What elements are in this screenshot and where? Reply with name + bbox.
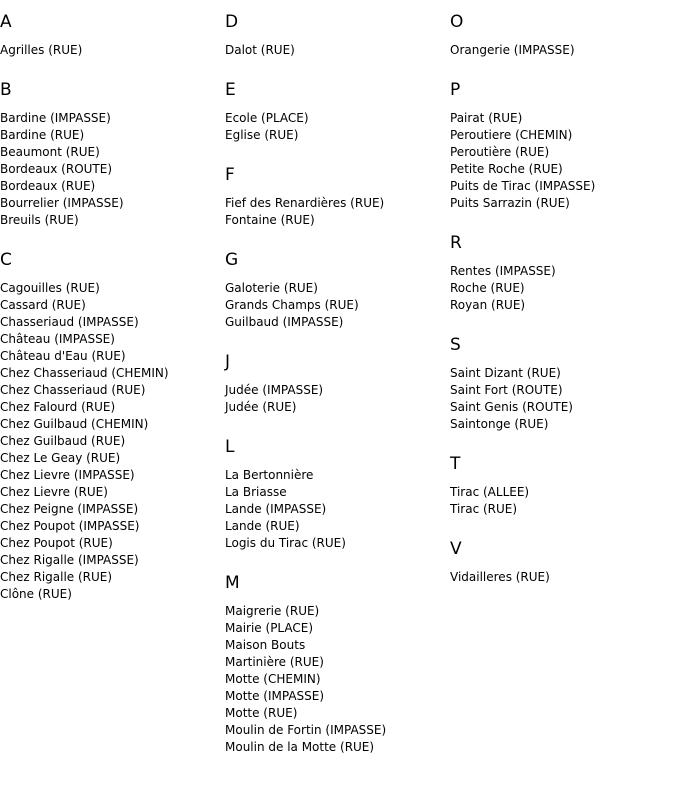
letter-group-a [0,10,220,59]
street-link[interactable]: Chez Lievre (IMPASSE) [0,468,135,482]
street-link[interactable]: Bordeaux (RUE) [0,179,96,193]
street-list-item [0,416,220,433]
street-list-item [0,535,220,552]
street-link[interactable]: Roche (RUE) [450,281,525,295]
street-link[interactable]: Bardine (RUE) [0,128,85,142]
letter-group-e [225,78,445,144]
street-link[interactable]: Bardine (IMPASSE) [0,111,111,125]
letter-heading: M [225,573,240,593]
street-list-item [0,501,220,518]
letter-group-t [450,452,670,518]
street-list-item [0,314,220,331]
street-link[interactable]: Ecole (PLACE) [225,111,309,125]
street-list-item [0,484,220,501]
street-list-item [450,382,670,399]
letter-group-v [450,537,670,586]
street-link[interactable]: Saint Fort (ROUTE) [450,383,563,397]
street-link[interactable]: Cagouilles (RUE) [0,281,100,295]
street-list [450,569,670,586]
street-link[interactable]: Motte (IMPASSE) [225,689,325,703]
letter-group-f [225,163,445,229]
street-list-item [0,450,220,467]
street-link[interactable]: Breuils (RUE) [0,213,79,227]
street-link[interactable]: Chez Guilbaud (RUE) [0,434,126,448]
street-link[interactable]: Bourrelier (IMPASSE) [0,196,124,210]
street-list-item [450,178,670,195]
street-link[interactable]: Eglise (RUE) [225,128,299,142]
street-list-item [225,195,445,212]
street-link[interactable]: Dalot (RUE) [225,43,295,57]
street-list-item [450,110,670,127]
street-list-item [450,399,670,416]
letter-group-p [450,78,670,212]
street-list-item [225,127,445,144]
street-link[interactable]: Chez Chasseriaud (RUE) [0,383,146,397]
street-list-item [225,535,445,552]
street-list [450,365,670,433]
street-link[interactable]: Mairie (PLACE) [225,621,314,635]
street-link[interactable]: Château (IMPASSE) [0,332,115,346]
street-link[interactable]: Galoterie (RUE) [225,281,318,295]
street-link[interactable]: Moulin de la Motte (RUE) [225,740,375,754]
street-list-item [450,416,670,433]
letter-group-r [450,231,670,314]
street-link[interactable]: Judée (IMPASSE) [225,383,324,397]
street-list [225,603,445,756]
street-list-item [225,637,445,654]
street-list-item [0,195,220,212]
street-link[interactable]: Vidailleres (RUE) [450,570,550,584]
street-list-item [225,212,445,229]
street-link[interactable]: Chez Lievre (RUE) [0,485,108,499]
street-list-item [0,42,220,59]
street-link[interactable]: Saint Genis (ROUTE) [450,400,573,414]
street-column-2 [225,10,445,775]
street-list-item [0,586,220,603]
street-list-item [450,42,670,59]
letter-group-b [0,78,220,229]
street-link[interactable]: Chez Peigne (IMPASSE) [0,502,139,516]
street-column-3 [450,10,670,605]
street-list-item [225,654,445,671]
street-link[interactable]: Beaumont (RUE) [0,145,100,159]
street-link[interactable]: Moulin de Fortin (IMPASSE) [225,723,387,737]
street-list [225,382,445,416]
street-link[interactable]: Guilbaud (IMPASSE) [225,315,344,329]
street-list [225,195,445,229]
street-link[interactable]: Royan (RUE) [450,298,526,312]
street-list-item [0,212,220,229]
street-link[interactable]: Saintonge (RUE) [450,417,549,431]
letter-group-d [225,10,445,59]
street-list-item [225,42,445,59]
street-list [225,42,445,59]
street-list-item [450,144,670,161]
street-list-item [450,127,670,144]
letter-heading: E [225,80,236,100]
street-list-item [450,161,670,178]
street-link[interactable]: Martinière (RUE) [225,655,324,669]
letter-heading: D [225,12,239,32]
street-list-item [0,127,220,144]
street-list-item [225,467,445,484]
street-link[interactable]: Fief des Renardières (RUE) [225,196,385,210]
street-list-item [0,331,220,348]
street-list-item [0,144,220,161]
letter-heading: F [225,165,235,185]
street-list-item [0,297,220,314]
street-list-item [0,161,220,178]
street-list [0,42,220,59]
street-list [225,280,445,331]
street-list [0,110,220,229]
street-list [450,42,670,59]
letter-heading: C [0,250,12,270]
street-list-item [450,195,670,212]
street-list [0,280,220,603]
letter-group-g [225,248,445,331]
street-list-item [450,484,670,501]
street-link[interactable]: La Bertonnière [225,468,314,482]
letter-heading: B [0,80,12,100]
street-link[interactable]: Puits Sarrazin (RUE) [450,196,570,210]
street-list-item [0,552,220,569]
street-list-item [0,365,220,382]
letter-heading: J [225,352,231,372]
street-list-item [0,433,220,450]
letter-group-l [225,435,445,552]
street-link[interactable]: Chez Chasseriaud (CHEMIN) [0,366,169,380]
street-list-item [0,518,220,535]
street-link[interactable]: Judée (RUE) [225,400,297,414]
street-list-item [0,178,220,195]
street-link[interactable]: Tirac (ALLEE) [450,485,530,499]
street-list-item [0,569,220,586]
street-list [225,467,445,552]
letter-heading: O [450,12,464,32]
street-list-item [0,399,220,416]
street-list-item [450,297,670,314]
street-link[interactable]: Motte (RUE) [225,706,298,720]
street-list-item [0,110,220,127]
street-list-item [225,671,445,688]
street-list-item [225,110,445,127]
street-list-item [225,297,445,314]
letter-group-m [225,571,445,756]
street-link[interactable]: Clône (RUE) [0,587,72,601]
street-list-item [225,382,445,399]
street-list-item [225,688,445,705]
street-link[interactable]: Peroutière (RUE) [450,145,550,159]
street-list-item [225,518,445,535]
letter-heading: A [0,12,12,32]
street-link[interactable]: Orangerie (IMPASSE) [450,43,575,57]
street-list-item [225,399,445,416]
street-link[interactable]: Saint Dizant (RUE) [450,366,561,380]
street-list [450,484,670,518]
street-link[interactable]: Puits de Tirac (IMPASSE) [450,179,596,193]
letter-heading: V [450,539,462,559]
street-link[interactable]: Logis du Tirac (RUE) [225,536,346,550]
letter-heading: P [450,80,461,100]
street-link[interactable]: Chez Rigalle (RUE) [0,570,113,584]
street-list [450,110,670,212]
street-list-item [225,314,445,331]
street-link[interactable]: Motte (CHEMIN) [225,672,321,686]
street-link[interactable]: Chasseriaud (IMPASSE) [0,315,139,329]
street-link[interactable]: La Briasse [225,485,287,499]
street-link[interactable]: Pairat (RUE) [450,111,523,125]
letter-group-j [225,350,445,416]
street-link[interactable]: Chez Falourd (RUE) [0,400,116,414]
letter-heading: S [450,335,461,355]
letter-group-s [450,333,670,433]
street-link[interactable]: Grands Champs (RUE) [225,298,359,312]
street-list-item [0,467,220,484]
street-link[interactable]: Chez Rigalle (IMPASSE) [0,553,139,567]
street-list-item [225,603,445,620]
street-link[interactable]: Petite Roche (RUE) [450,162,563,176]
street-list-item [225,620,445,637]
street-list-item [0,280,220,297]
street-link[interactable]: Maison Bouts [225,638,306,652]
street-link[interactable]: Château d'Eau (RUE) [0,349,126,363]
street-list-item [450,569,670,586]
street-link[interactable]: Rentes (IMPASSE) [450,264,556,278]
letter-group-c [0,248,220,603]
street-link[interactable]: Chez Guilbaud (CHEMIN) [0,417,149,431]
street-list [225,110,445,144]
street-link[interactable]: Chez Le Geay (RUE) [0,451,121,465]
letter-heading: R [450,233,462,253]
street-link[interactable]: Chez Poupot (IMPASSE) [0,519,140,533]
street-link[interactable]: Maigrerie (RUE) [225,604,320,618]
street-list-item [0,348,220,365]
street-list-item [450,365,670,382]
street-list-item [225,722,445,739]
street-list-item [450,280,670,297]
street-list-item [225,501,445,518]
street-link[interactable]: Fontaine (RUE) [225,213,315,227]
street-list-item [225,739,445,756]
street-column-1 [0,10,220,622]
street-list-item [0,382,220,399]
street-link[interactable]: Cassard (RUE) [0,298,86,312]
letter-heading: L [225,437,235,457]
street-link[interactable]: Tirac (RUE) [450,502,518,516]
street-link[interactable]: Bordeaux (ROUTE) [0,162,113,176]
street-link[interactable]: Lande (IMPASSE) [225,502,327,516]
street-link[interactable]: Chez Poupot (RUE) [0,536,113,550]
street-list-item [450,263,670,280]
letter-heading: T [450,454,461,474]
letter-group-o [450,10,670,59]
street-list-item [450,501,670,518]
street-list [450,263,670,314]
street-list-item [225,484,445,501]
street-list-item [225,705,445,722]
street-link[interactable]: Lande (RUE) [225,519,300,533]
street-link[interactable]: Agrilles (RUE) [0,43,83,57]
letter-heading: G [225,250,239,270]
street-link[interactable]: Peroutiere (CHEMIN) [450,128,573,142]
street-list-item [225,280,445,297]
